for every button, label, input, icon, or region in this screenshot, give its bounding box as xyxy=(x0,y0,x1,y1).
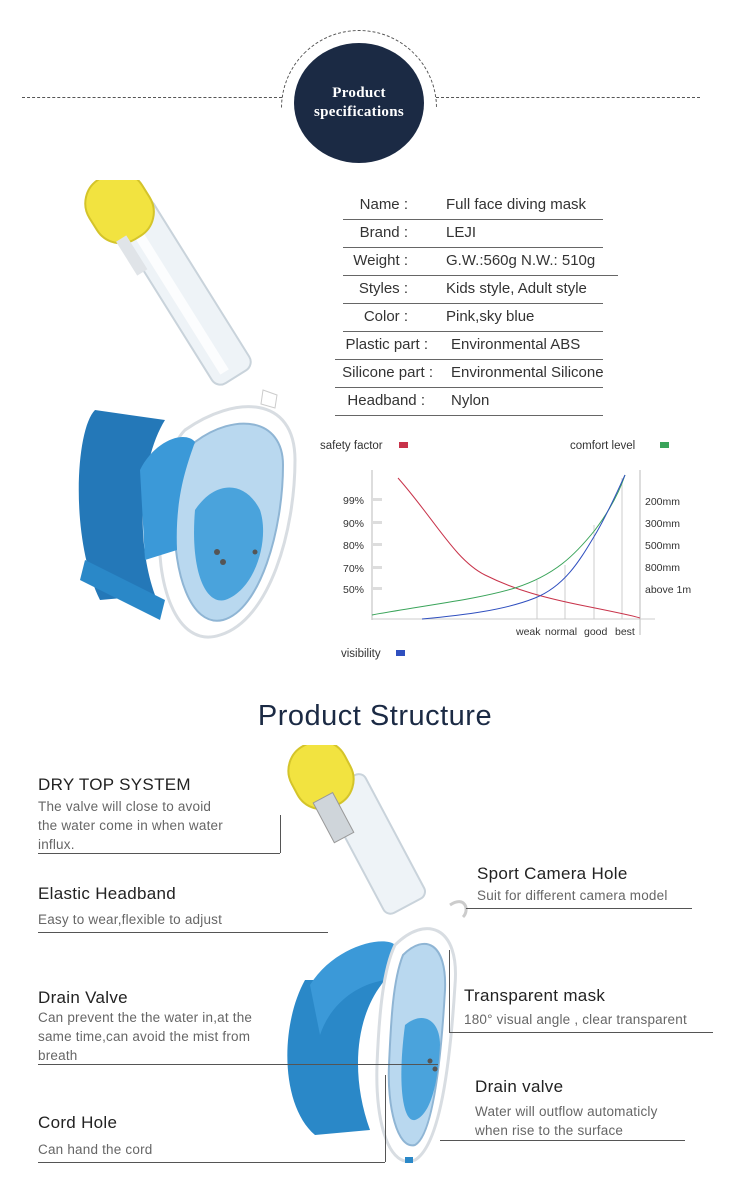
desc-line: Water will outflow automaticly xyxy=(475,1104,658,1119)
feature-drain-valve-title: Drain Valve xyxy=(38,988,128,1007)
legend-comfort-label: comfort level xyxy=(570,440,636,452)
cord-hole-leader-line xyxy=(38,1162,385,1163)
diving-mask-structure-image xyxy=(275,745,475,1170)
desc-line: 180° visual angle , clear transparent xyxy=(464,1012,687,1027)
spec-value: Kids style, Adult style xyxy=(446,280,587,297)
desc-line: Can hand the cord xyxy=(38,1142,153,1157)
left-ticks xyxy=(343,495,382,596)
diving-mask-image xyxy=(45,180,305,650)
x-tick-label: normal xyxy=(545,626,578,638)
spec-row xyxy=(300,277,620,305)
right-tick-label: 800mm xyxy=(645,562,681,574)
right-ticks xyxy=(645,496,691,596)
badge-line-2: specifications xyxy=(313,104,405,120)
feature-cord-hole-desc xyxy=(38,1140,152,1159)
feature-drain-valve-right-desc xyxy=(475,1102,658,1140)
spec-value: LEJI xyxy=(446,224,477,241)
spec-label: Color : xyxy=(363,308,408,325)
desc-line: influx. xyxy=(38,837,75,852)
spec-divider xyxy=(343,331,603,332)
product-specifications-badge xyxy=(294,43,424,163)
legend-comfort-swatch xyxy=(660,442,669,448)
spec-row xyxy=(300,249,620,277)
right-tick-label: 300mm xyxy=(645,518,681,530)
spec-label: Headband : xyxy=(347,392,425,409)
desc-line: Suit for different camera model xyxy=(477,888,668,903)
x-tick-label: best xyxy=(615,626,635,638)
spec-row xyxy=(300,221,620,249)
performance-chart xyxy=(315,430,715,670)
desc-line: same time,can avoid the mist from xyxy=(38,1029,251,1044)
spec-label: Brand : xyxy=(359,224,408,241)
x-tick-label: weak xyxy=(516,626,541,638)
spec-row xyxy=(300,333,630,361)
spec-label: Name : xyxy=(359,196,408,213)
feature-transparent-mask-desc xyxy=(464,1010,687,1029)
feature-camera-hole-desc xyxy=(477,886,668,905)
drain-valve-right-leader-line xyxy=(440,1140,685,1141)
spec-divider xyxy=(335,387,603,388)
spec-value: Full face diving mask xyxy=(446,196,587,213)
desc-line: breath xyxy=(38,1048,78,1063)
feature-headband-desc xyxy=(38,910,222,929)
spec-divider xyxy=(343,303,603,304)
spec-value: Pink,sky blue xyxy=(446,308,535,325)
dry-top-leader-vertical xyxy=(280,815,281,853)
right-tick-label: 500mm xyxy=(645,540,681,552)
spec-divider xyxy=(343,275,618,276)
spec-label: Silicone part : xyxy=(342,364,433,381)
feature-drain-valve-right-title: Drain valve xyxy=(475,1077,564,1096)
comfort-level-curve xyxy=(372,475,625,615)
spec-divider xyxy=(343,247,603,248)
legend-visibility-swatch xyxy=(396,650,405,656)
feature-transparent-mask-title: Transparent mask xyxy=(464,986,606,1005)
spec-value: Nylon xyxy=(451,392,490,409)
legend-safety-swatch xyxy=(399,442,408,448)
feature-drain-valve-desc xyxy=(38,1008,252,1065)
headband-leader-line xyxy=(38,932,328,933)
spec-divider xyxy=(335,415,603,416)
desc-line: the water come in when water xyxy=(38,818,223,833)
right-tick-label: above 1m xyxy=(645,584,692,596)
dry-top-leader-line xyxy=(38,853,280,854)
feature-cord-hole-title: Cord Hole xyxy=(38,1113,118,1132)
legend-safety-label: safety factor xyxy=(320,440,383,452)
feature-headband-title: Elastic Headband xyxy=(38,884,177,903)
spec-divider xyxy=(335,359,603,360)
desc-line: when rise to the surface xyxy=(475,1123,624,1138)
header-divider-left xyxy=(22,97,282,98)
spec-label: Plastic part : xyxy=(345,336,428,353)
feature-camera-hole-title: Sport Camera Hole xyxy=(477,864,628,883)
left-tick-label: 90% xyxy=(343,518,365,530)
safety-factor-curve xyxy=(398,478,640,618)
feature-dry-top-desc xyxy=(38,797,223,854)
left-tick-label: 50% xyxy=(343,584,365,596)
spec-value: Environmental ABS xyxy=(451,336,581,353)
desc-line: Easy to wear,flexible to adjust xyxy=(38,912,223,927)
spec-label: Weight : xyxy=(353,252,408,269)
spec-row xyxy=(300,389,630,417)
spec-value: Environmental Silicone xyxy=(451,364,604,381)
left-tick-label: 99% xyxy=(343,495,365,507)
spec-divider xyxy=(343,219,603,220)
spec-label: Styles : xyxy=(358,280,408,297)
desc-line: The valve will close to avoid xyxy=(38,799,212,814)
header-divider-right xyxy=(436,97,700,98)
left-tick-label: 80% xyxy=(343,540,365,552)
drain-valve-leader-line xyxy=(38,1064,438,1065)
transparent-mask-leader-vertical xyxy=(449,950,450,1032)
spec-row xyxy=(300,305,620,333)
spec-row xyxy=(300,193,620,221)
transparent-mask-leader-line xyxy=(449,1032,713,1033)
product-structure-title: Product Structure xyxy=(257,700,493,732)
spec-value: G.W.:560g N.W.: 510g xyxy=(446,252,596,269)
cord-hole-leader-vertical xyxy=(385,1075,386,1162)
spec-row xyxy=(300,361,630,389)
camera-hole-leader-line xyxy=(466,908,692,909)
left-tick-label: 70% xyxy=(343,563,365,575)
desc-line: Can prevent the the water in,at the xyxy=(38,1010,253,1025)
right-tick-label: 200mm xyxy=(645,496,681,508)
x-tick-label: good xyxy=(584,626,608,638)
feature-dry-top-title: DRY TOP SYSTEM xyxy=(38,775,191,794)
badge-line-1: Product xyxy=(332,85,386,101)
legend-visibility-label: visibility xyxy=(341,648,381,660)
